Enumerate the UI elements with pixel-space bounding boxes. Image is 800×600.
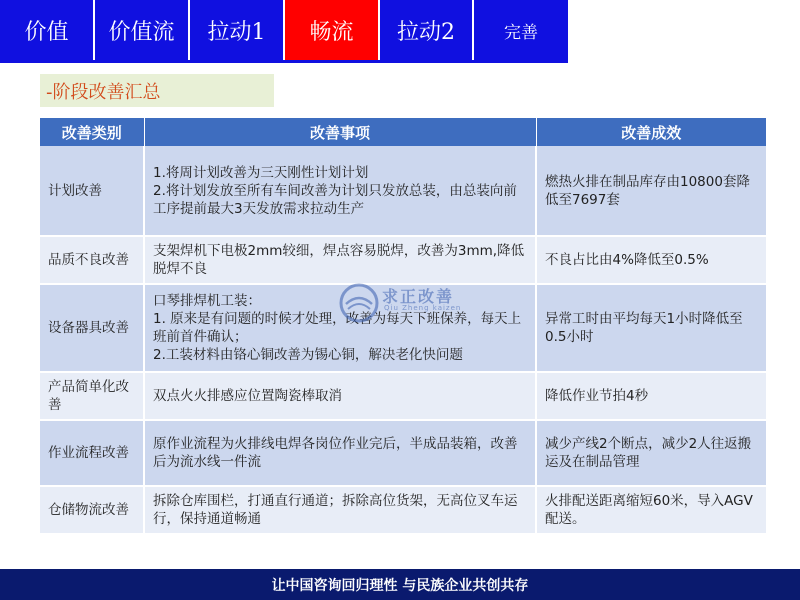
footer-banner: 让中国咨询回归理性 与民族企业共创共存 xyxy=(0,569,800,600)
row-items xyxy=(144,284,536,372)
tab-pull-1[interactable]: 拉动1 xyxy=(190,0,285,60)
table-row xyxy=(40,146,766,236)
header-items: 改善事项 xyxy=(144,118,536,146)
item-line: 支架焊机下电极2mm较细，焊点容易脱焊，改善为3mm,降低脱焊不良 xyxy=(153,243,525,277)
row-category: 仓储物流改善 xyxy=(40,486,144,534)
row-items xyxy=(144,146,536,236)
row-items xyxy=(144,486,536,534)
table-row xyxy=(40,420,766,486)
tab-perfect[interactable]: 完善 xyxy=(504,22,538,43)
section-title: -阶段改善汇总 xyxy=(40,74,274,107)
item-line: 1. 原来是有问题的时候才处理，改善为每天下班保养，每天上班前首件确认； xyxy=(153,311,522,345)
item-line: 双点火火排感应位置陶瓷棒取消 xyxy=(153,388,342,404)
table-row xyxy=(40,372,766,420)
row-items xyxy=(144,420,536,486)
item-line: 2.将计划发放至所有车间改善为计划只发放总装，由总装向前工序提前最大3天发放需求拉动生产 xyxy=(153,182,517,217)
tab-pull-2[interactable]: 拉动2 xyxy=(380,0,474,60)
item-line: 拆除仓库围栏，打通直行通道；拆除高位货架，无高位叉车运行，保持通道畅通 xyxy=(153,493,518,527)
tab-flow[interactable]: 畅流 xyxy=(285,0,380,60)
table-header-row xyxy=(40,118,766,146)
row-items xyxy=(144,372,536,420)
improvement-summary-table xyxy=(40,118,766,535)
header-category: 改善类别 xyxy=(40,118,144,146)
table-row xyxy=(40,236,766,284)
nav-underline xyxy=(0,60,568,63)
item-line: 1.将周计划改善为三天刚性计划计划 xyxy=(153,164,369,181)
header-result: 改善成效 xyxy=(536,118,766,146)
row-category: 品质不良改善 xyxy=(40,236,144,284)
row-result: 燃热火排在制品库存由10800套降低至7697套 xyxy=(536,146,766,236)
row-result: 不良占比由4%降低至0.5% xyxy=(536,236,766,284)
tab-value[interactable]: 价值 xyxy=(0,0,95,60)
watermark-title: 求正改善 xyxy=(382,287,455,306)
item-line: 原作业流程为火排线电焊各岗位作业完后，半成品装箱，改善后为流水线一件流 xyxy=(153,436,518,470)
item-line: 口琴排焊机工装： xyxy=(153,293,261,309)
row-items xyxy=(144,236,536,284)
row-category: 作业流程改善 xyxy=(40,420,144,486)
row-result: 减少产线2个断点，减少2人往返搬运及在制品管理 xyxy=(536,420,766,486)
table-row xyxy=(40,284,766,372)
tab-value-stream[interactable]: 价值流 xyxy=(95,0,190,60)
row-category: 计划改善 xyxy=(40,146,144,236)
row-category: 设备器具改善 xyxy=(40,284,144,372)
row-result: 降低作业节拍4秒 xyxy=(536,372,766,420)
row-result: 火排配送距离缩短60米，导入AGV配送。 xyxy=(536,486,766,534)
item-line: 2.工装材料由铬心铜改善为锡心铜，解决老化快问题 xyxy=(153,347,463,363)
watermark-subtitle: Qiu Zheng kaizen xyxy=(384,304,462,312)
table-row xyxy=(40,486,766,534)
top-nav-tabs xyxy=(0,0,568,60)
row-result: 异常工时由平均每天1小时降低至0.5小时 xyxy=(536,284,766,372)
row-category: 产品简单化改善 xyxy=(40,372,144,420)
